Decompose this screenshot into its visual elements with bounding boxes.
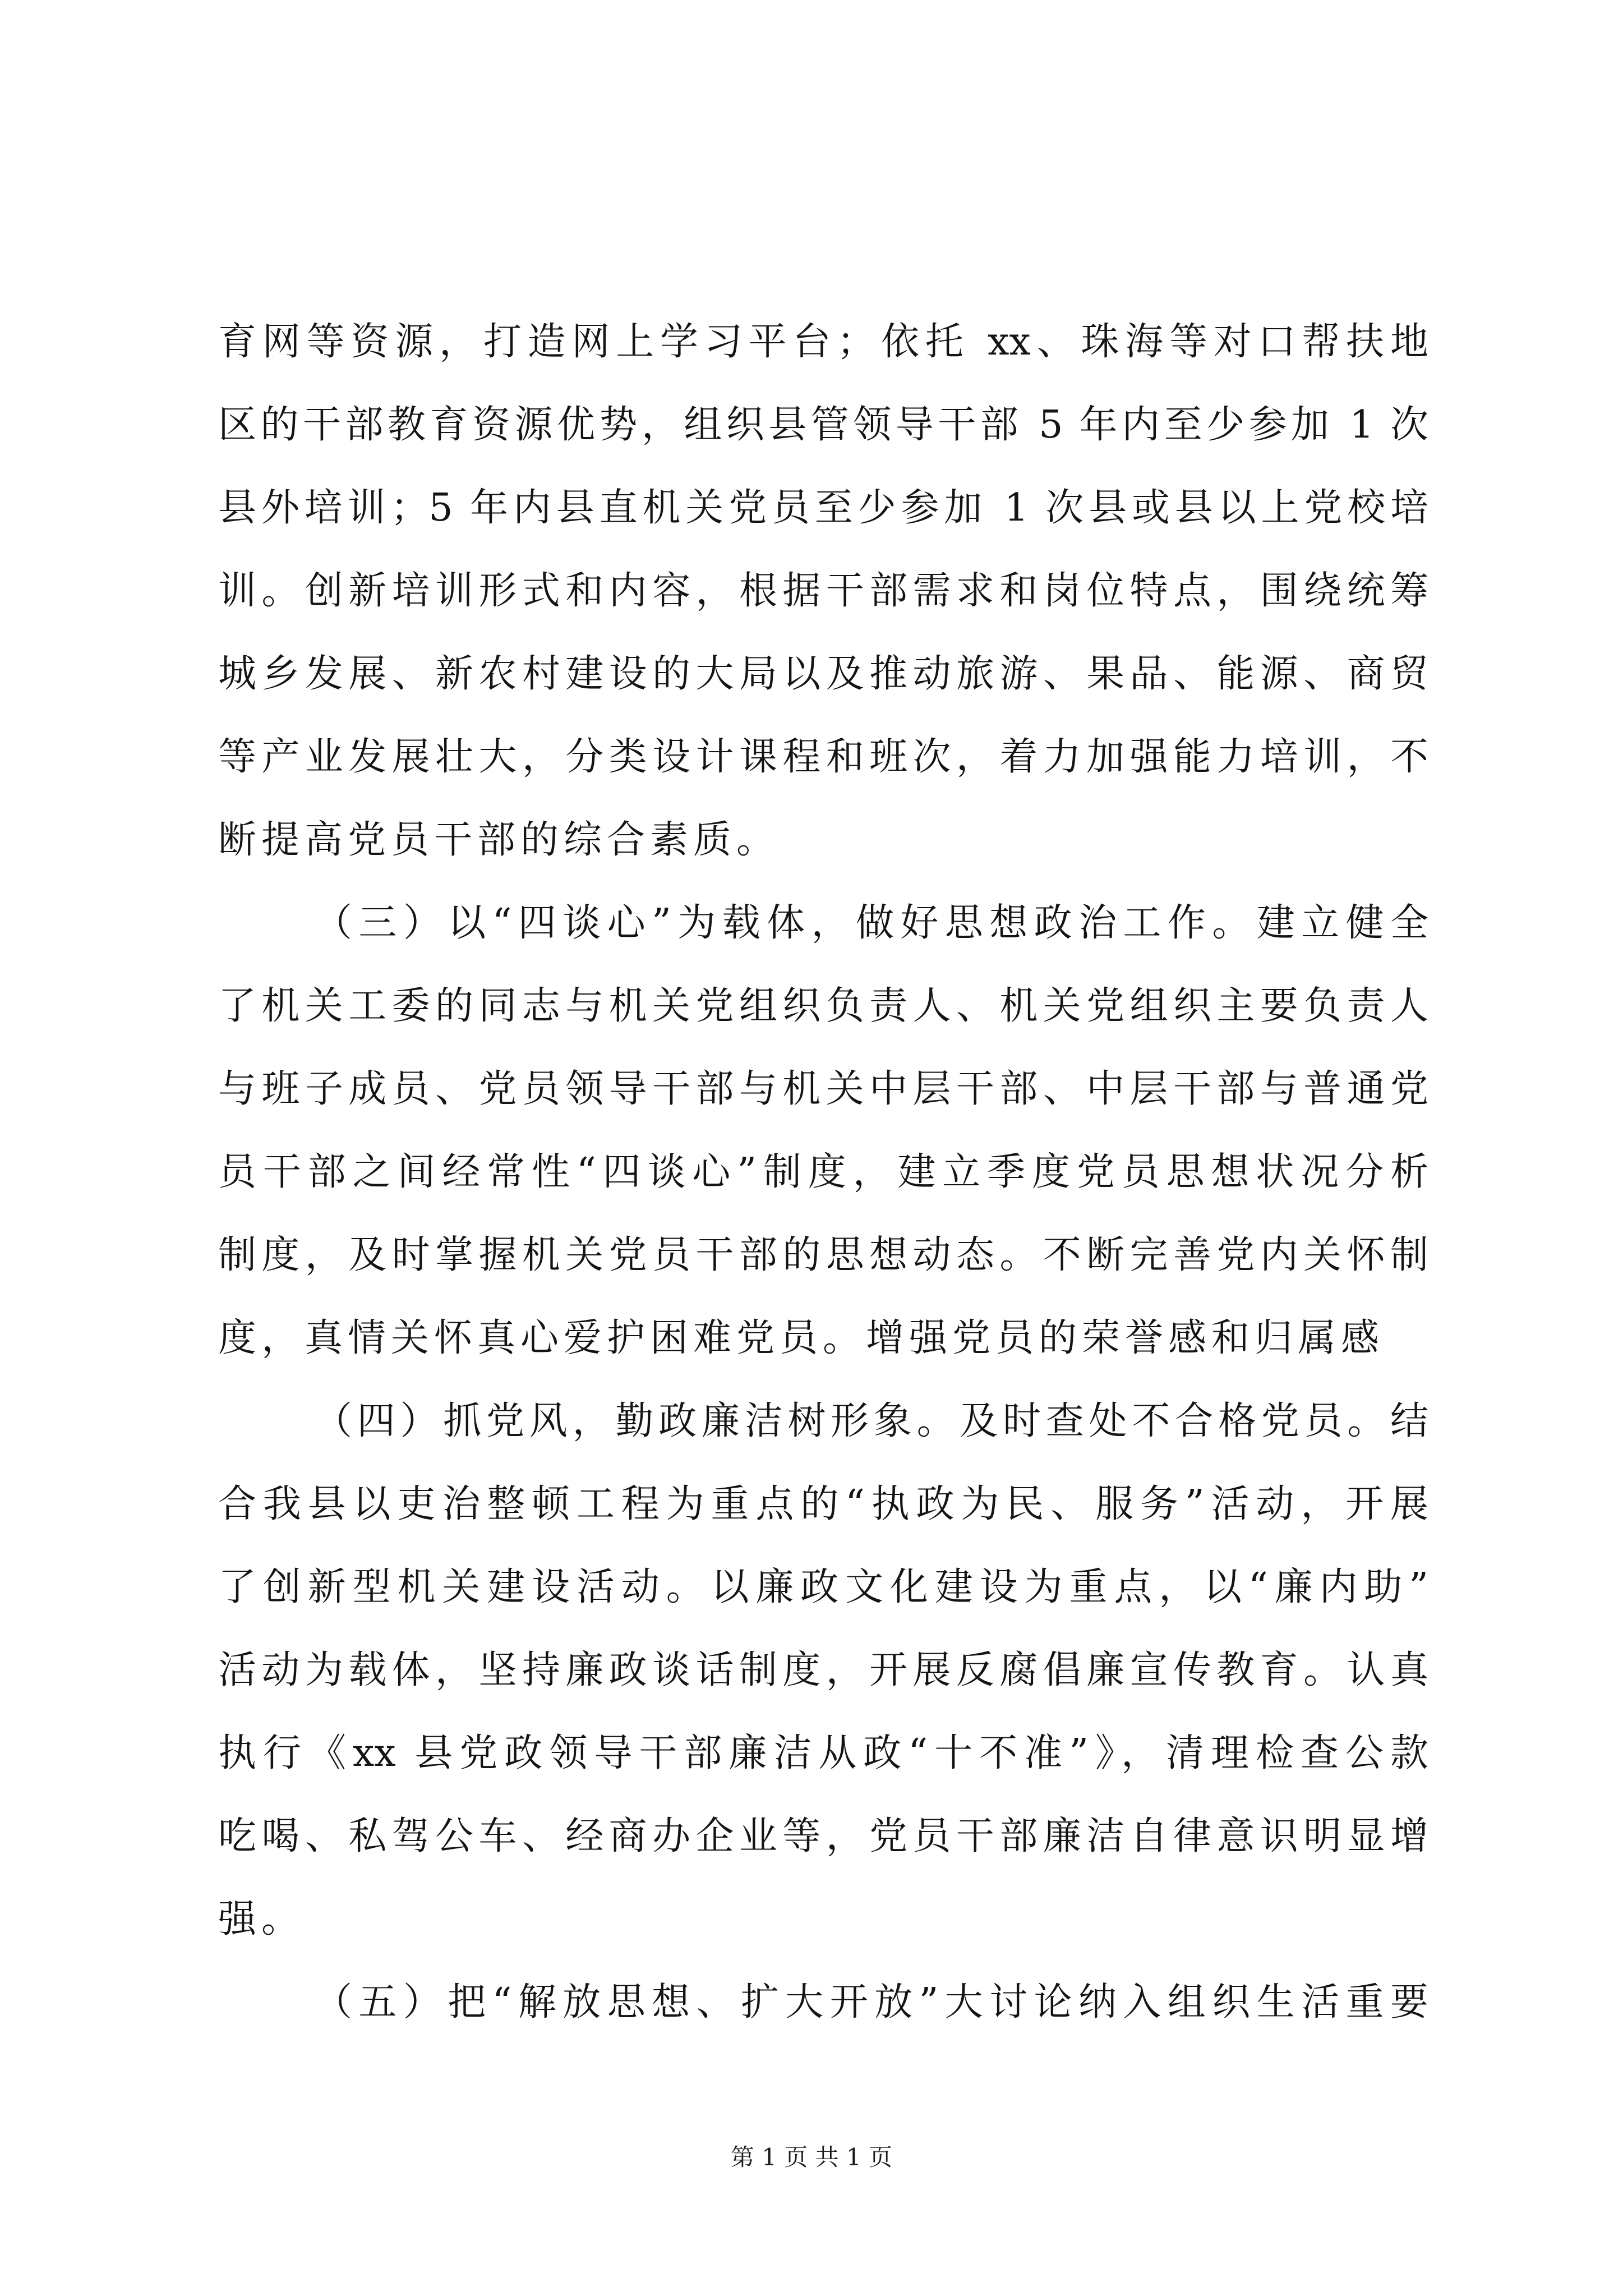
- text-line: 等产业发展壮大，分类设计课程和班次，着力加强能力培训，不: [218, 735, 1428, 779]
- text-line: 员干部之间经常性“四谈心”制度，建立季度党员思想状况分析: [218, 1150, 1428, 1194]
- text-line: 育网等资源，打造网上学习平台；依托 xx、珠海等对口帮扶地: [218, 320, 1428, 364]
- page-footer: 第 1 页 共 1 页: [730, 2143, 893, 2171]
- text-line: 强。: [218, 1897, 305, 1941]
- text-line: 制度，及时掌握机关党员干部的思想动态。不断完善党内关怀制: [218, 1233, 1428, 1277]
- text-line: 了创新型机关建设活动。以廉政文化建设为重点，以“廉内助”: [218, 1565, 1428, 1609]
- text-line: 区的干部教育资源优势，组织县管领导干部 5 年内至少参加 1 次: [218, 403, 1428, 447]
- paragraph-start-line: （五）把“解放思想、扩大开放”大讨论纳入组织生活重要: [314, 1980, 1428, 2024]
- text-line: 合我县以吏治整顿工程为重点的“执政为民、服务”活动，开展: [218, 1482, 1428, 1526]
- paragraph-start-line: （四）抓党风，勤政廉洁树形象。及时查处不合格党员。结: [314, 1399, 1428, 1443]
- paragraph-start-line: （三）以“四谈心”为载体，做好思想政治工作。建立健全: [314, 901, 1428, 945]
- text-line: 断提高党员干部的综合素质。: [218, 818, 780, 862]
- text-line: 了机关工委的同志与机关党组织负责人、机关党组织主要负责人: [218, 984, 1428, 1028]
- text-line: 度，真情关怀真心爱护困难党员。增强党员的荣誉感和归属感: [218, 1316, 1385, 1360]
- text-line: 与班子成员、党员领导干部与机关中层干部、中层干部与普通党: [218, 1067, 1428, 1111]
- text-line: 活动为载体，坚持廉政谈话制度，开展反腐倡廉宣传教育。认真: [218, 1648, 1428, 1692]
- text-line: 执行《xx 县党政领导干部廉洁从政“十不准”》，清理检查公款: [218, 1731, 1428, 1775]
- document-body: [218, 301, 1428, 2044]
- text-line: 吃喝、私驾公车、经商办企业等，党员干部廉洁自律意识明显增: [218, 1814, 1428, 1858]
- text-line: 训。创新培训形式和内容，根据干部需求和岗位特点，围绕统筹: [218, 569, 1428, 613]
- text-line: 城乡发展、新农村建设的大局以及推动旅游、果品、能源、商贸: [218, 652, 1428, 696]
- text-line: 县外培训；5 年内县直机关党员至少参加 1 次县或县以上党校培: [218, 486, 1428, 530]
